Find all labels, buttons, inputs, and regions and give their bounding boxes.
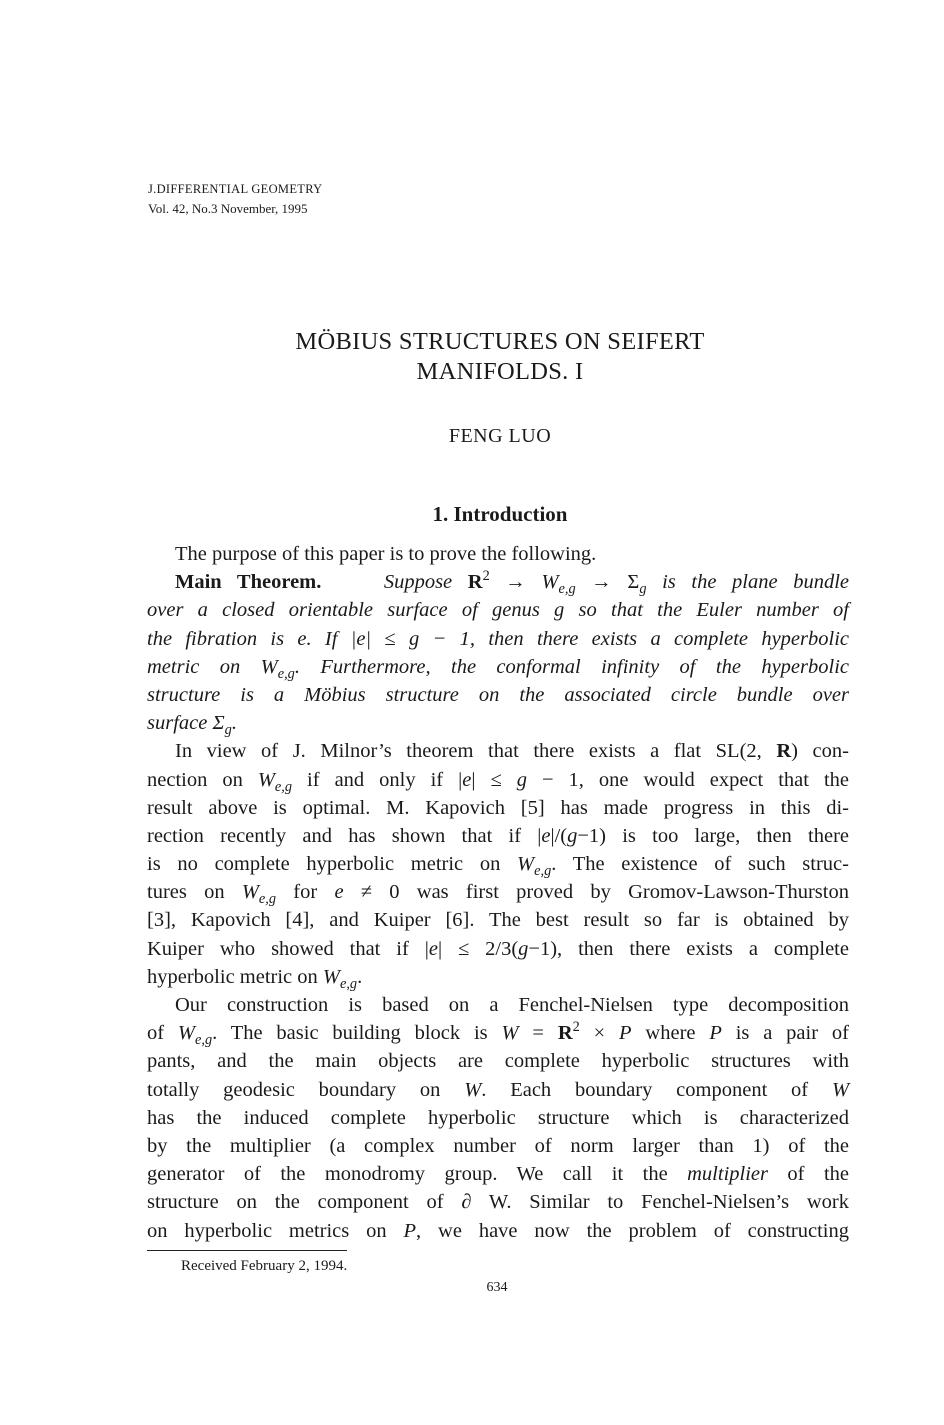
paragraph-line: rection recently and has shown that if |e|/(g−1) is too large, then there: [147, 824, 849, 847]
footnote-rule: [147, 1250, 347, 1251]
paragraph-line: on hyperbolic metrics on P, we have now the problem of constructing: [147, 1219, 849, 1242]
title-line-1: MÖBIUS STRUCTURES ON SEIFERT: [295, 328, 705, 355]
journal-issue: Vol. 42, No.3 November, 1995: [148, 201, 308, 216]
paragraph-line: pants, and the main objects are complete hyperbolic structures with: [147, 1050, 849, 1073]
paragraph-line: tures on $W_{e,g}$ for e ≠ 0 was first proved by Gromov-Lawson-Thurston: [147, 881, 849, 908]
theorem-line: over a closed orientable surface of genus g so that the Euler number of: [147, 599, 849, 622]
paragraph-line: structure on the component of ∂ W. Similar to Fenchel-Nielsen’s work: [147, 1191, 849, 1214]
footnote: Received February 2, 1994.: [181, 1258, 348, 1274]
paragraph-line: nection on $W_{e,g}$ if and only if |e| ≤ g − 1, one would expect that the: [147, 768, 850, 795]
title-line-2: MANIFOLDS. I: [416, 358, 584, 385]
paragraph-line: result above is optimal. M. Kapovich [5] has made progress in this di-: [147, 796, 849, 819]
paragraph-line: of $W_{e,g}$. The basic building block is $W = R^2 \times P$ where P is a pair of: [147, 1019, 849, 1049]
paragraph-line: Our construction is based on a Fenchel-Nielsen type decomposition: [175, 994, 849, 1016]
paragraph-line: Kuiper who showed that if |e| ≤ 2/3(g−1), then there exists a complete: [147, 937, 849, 960]
journal-header: [148, 180, 323, 218]
section-heading: 1. Introduction: [432, 502, 568, 526]
theorem-line: the fibration is e. If |e| ≤ g − 1, then there exists a complete hyperbolic: [147, 627, 849, 650]
theorem-label: Main Theorem.: [175, 571, 322, 594]
paragraph-line: is no complete hyperbolic metric on $W_{e,g}$. The existence of such struc-: [147, 853, 849, 880]
journal-name: J.DIFFERENTIAL GEOMETRY: [148, 182, 323, 196]
paragraph-line: In view of J. Milnor’s theorem that there exists a flat SL(2, R) con-: [175, 740, 849, 763]
theorem-line: metric on $W_{e,g}$. Furthermore, the conformal infinity of the hyperbolic: [147, 655, 849, 682]
paragraph-line: [3], Kapovich [4], and Kuiper [6]. The best result so far is obtained by: [147, 909, 850, 932]
paragraph-line: totally geodesic boundary on W. Each boundary component of W: [147, 1078, 850, 1101]
theorem-line: structure is a Möbius structure on the associated circle bundle over: [147, 683, 849, 706]
paragraph-line: has the induced complete hyperbolic structure which is characterized: [147, 1106, 849, 1129]
author: FENG LUO: [448, 425, 552, 447]
paragraph-line: by the multiplier (a complex number of norm larger than 1) of the: [147, 1134, 849, 1157]
paragraph-line: generator of the monodromy group. We call it the multiplier of the: [147, 1163, 849, 1186]
body-text: [147, 540, 849, 1245]
paper-title: [0, 327, 944, 387]
paragraph-purpose: The purpose of this paper is to prove the following.: [175, 543, 597, 565]
theorem-line: surface $\Sigma_g$.: [147, 712, 237, 739]
page-number: 634: [486, 1280, 508, 1295]
theorem-line: Main Theorem. Suppose $R^2 \to W_{e,g} \to \Sigma_g$ is the plane bundle: [175, 568, 849, 598]
paragraph-line: hyperbolic metric on $W_{e,g}$.: [147, 965, 363, 992]
